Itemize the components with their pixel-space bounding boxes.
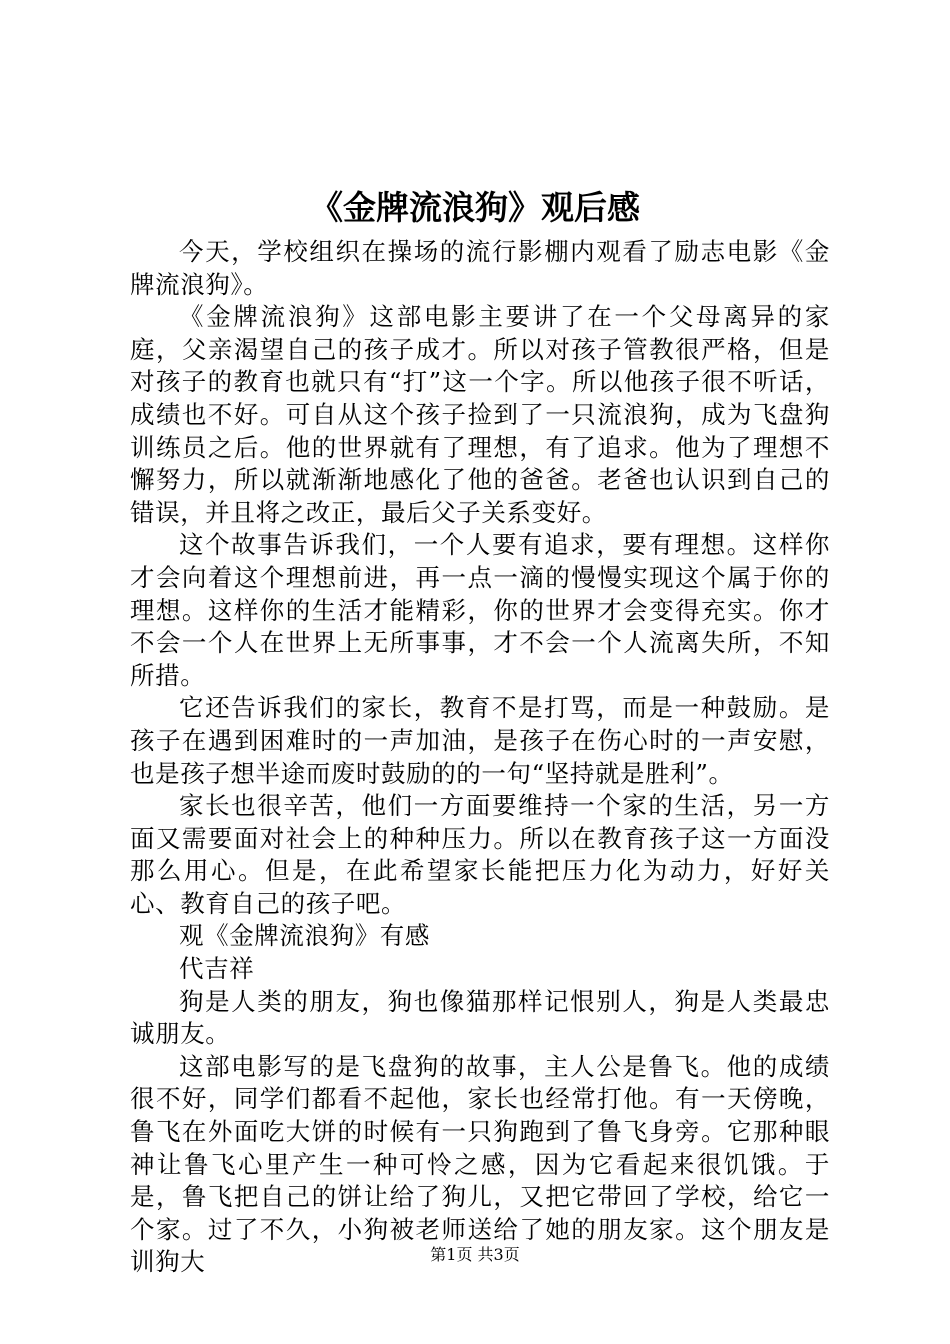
section-heading: 观《金牌流浪狗》有感: [179, 921, 430, 951]
page-number-footer: 第1页 共3页: [430, 1245, 520, 1264]
paragraph: 今天，学校组织在操场的流行影棚内观看了励志电影《金牌流浪狗》。: [130, 237, 830, 299]
paragraph: 家长也很辛苦，他们一方面要维持一个家的生活，另一方面又需要面对社会上的种种压力。所以在教育孩子这一方面没那么用心。但是，在此希望家长能把压力化为动力，好好关心、教育自己的孩子吧。: [130, 791, 830, 918]
author-name: 代吉祥: [179, 954, 255, 984]
paragraph: 这部电影写的是飞盘狗的故事，主人公是鲁飞。他的成绩很不好，同学们都看不起他，家长也经常打他。有一天傍晚，鲁飞在外面吃大饼的时候有一只狗跑到了鲁飞身旁。它那种眼神让鲁飞心里产生一种可怜之感，因为它看起来很饥饿。于是，鲁飞把自己的饼让给了狗儿，又把它带回了学校，给它一个家。过了不久，小狗被老师送给了她的朋友家。这个朋友是训狗大: [130, 1051, 830, 1277]
paragraph: 《金牌流浪狗》这部电影主要讲了在一个父母离异的家庭，父亲渴望自己的孩子成才。所以对孩子管教很严格，但是对孩子的教育也就只有“打”这一个字。所以他孩子很不听话，成绩也不好。可自从这个孩子捡到了一只流浪狗，成为飞盘狗训练员之后。他的世界就有了理想，有了追求。他为了理想不懈努力，所以就渐渐地感化了他的爸爸。老爸也认识到自己的错误，并且将之改正，最后父子关系变好。: [130, 302, 830, 527]
paragraph: 它还告诉我们的家长，教育不是打骂，而是一种鼓励。是孩子在遇到困难时的一声加油，是孩子在伤心时的一声安慰，也是孩子想半途而废时鼓励的的一句“坚持就是胜利”。: [130, 693, 830, 788]
document-title: 《金牌流浪狗》观后感: [310, 188, 640, 227]
paragraph: 这个故事告诉我们，一个人要有追求，要有理想。这样你才会向着这个理想前进，再一点一滴的慢慢实现这个属于你的理想。这样你的生活才能精彩，你的世界才会变得充实。你才不会一个人在世界上无所事事，才不会一个人流离失所，不知所措。: [130, 530, 830, 690]
paragraph: 狗是人类的朋友，狗也像猫那样记恨别人，狗是人类最忠诚朋友。: [130, 986, 830, 1049]
document-body: [130, 236, 830, 1279]
